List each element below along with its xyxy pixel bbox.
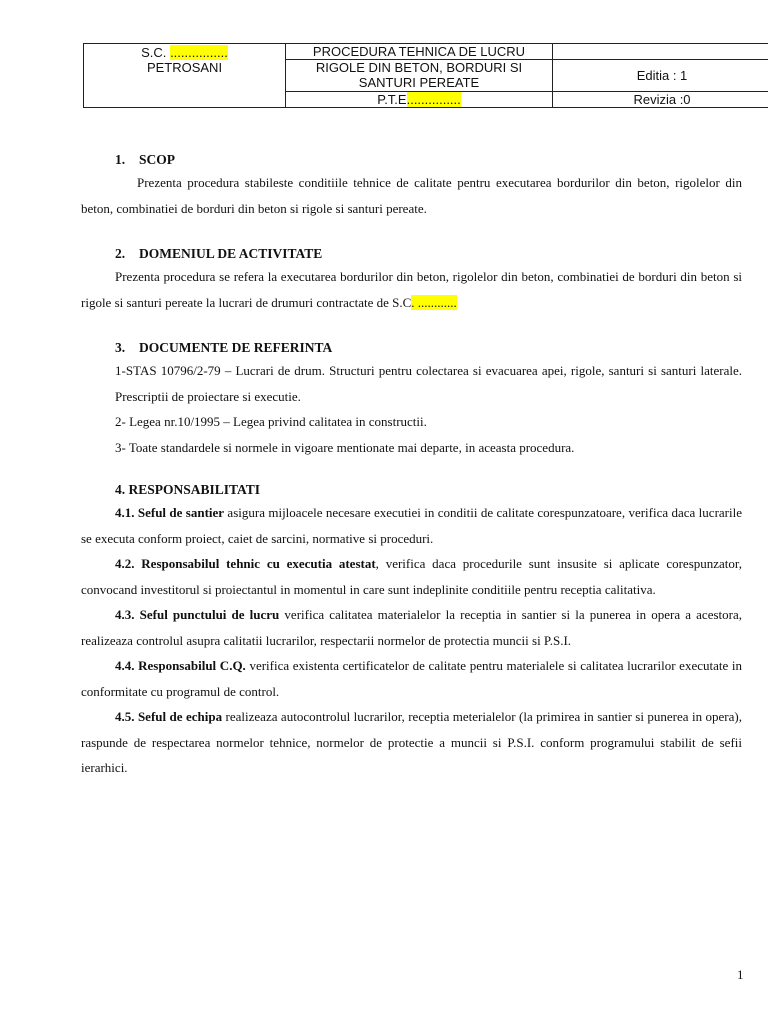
reference-item: 1-STAS 10796/2-79 – Lucrari de drum. Structuri pentru colectarea si evacuarea apei, rigole, santuri si santuri laterale. Prescriptii de proiectare si executie. xyxy=(115,363,742,404)
section-responsabilitati-heading: 4. RESPONSABILITATI xyxy=(115,482,261,497)
pte-prefix: P.T.E xyxy=(377,92,407,107)
reference-item: 3- Toate standardele si normele in vigoare mentionate mai departe, in aceasta procedura. xyxy=(115,439,575,455)
reference-item: 2- Legea nr.10/1995 – Legea privind calitatea in constructii. xyxy=(115,414,427,429)
procedure-subject: RIGOLE DIN BETON, BORDURI SI SANTURI PEREATE xyxy=(286,60,553,92)
page-number: 1 xyxy=(737,967,744,982)
responsibility-item: 4.5. Seful de echipa realizeaza autocontrolul lucrarilor, receptia meterialelor (la primirea in santier si punerea in opera), raspunde de respectarea normelor tehnice, normelor de protectie a muncii si P.S.I. conform programului stabilit de sefii ierarhici. xyxy=(81,709,742,775)
revision-cell: Revizia :0 xyxy=(553,92,768,108)
section-scop-text: Prezenta procedura stabileste conditiile tehnice de calitate pentru executarea bordurilor din beton, rigolelor din beton, combinatiei de borduri din beton si rigole si santuri pereate. xyxy=(81,175,742,216)
pte-cell xyxy=(286,92,553,108)
responsibility-item: 4.4. Responsabilul C.Q. verifica existenta certificatelor de calitate pentru materialele si calitatea lucrarilor executate in conformitate cu programul de control. xyxy=(81,658,742,699)
section-domeniu-heading: 2. DOMENIUL DE ACTIVITATE xyxy=(115,246,323,261)
pte-blank: ............... xyxy=(406,92,461,107)
section-documente-heading: 3. DOCUMENTE DE REFERINTA xyxy=(115,340,333,355)
company-cell xyxy=(84,44,286,108)
contractor-blank: . ............ xyxy=(411,294,457,310)
header-table xyxy=(83,43,768,108)
company-prefix: S.C. xyxy=(141,45,167,60)
document-body xyxy=(81,150,742,781)
section-scop-heading: 1. SCOP xyxy=(115,152,176,167)
edition-cell: Editia : 1 xyxy=(553,60,768,92)
section-domeniu-text: Prezenta procedura se refera la executarea bordurilor din beton, rigolelor din beton, combinatiei de borduri din beton si rigole si santuri pereate la lucrari de drumuri contractate de S.C. ............ xyxy=(81,269,742,310)
procedure-title: PROCEDURA TEHNICA DE LUCRU xyxy=(286,44,553,60)
company-city: PETROSANI xyxy=(146,60,223,75)
company-blank: ................ xyxy=(170,45,228,60)
responsibility-item: 4.2. Responsabilul tehnic cu executia atestat, verifica daca procedurile sunt insusite si aplicate corespunzator, convocand investitorul si proiectantul in momentul in care sunt indeplinite conditiile pentru receptia calitativa. xyxy=(81,556,742,597)
empty-cell xyxy=(553,44,768,60)
responsibility-item: 4.3. Seful punctului de lucru verifica calitatea materialelor la receptia in santier si la punerea in opera a acestora, realizeaza controlul asupra calitatii lucrarilor, respectarii normelor de protectia muncii si P.S.I. xyxy=(81,607,742,648)
responsibility-item: 4.1. Seful de santier asigura mijloacele necesare executiei in conditii de calitate corespunzatoare, verifica daca lucrarile se executa conform proiect, caiet de sarcini, normative si proceduri. xyxy=(81,505,742,546)
